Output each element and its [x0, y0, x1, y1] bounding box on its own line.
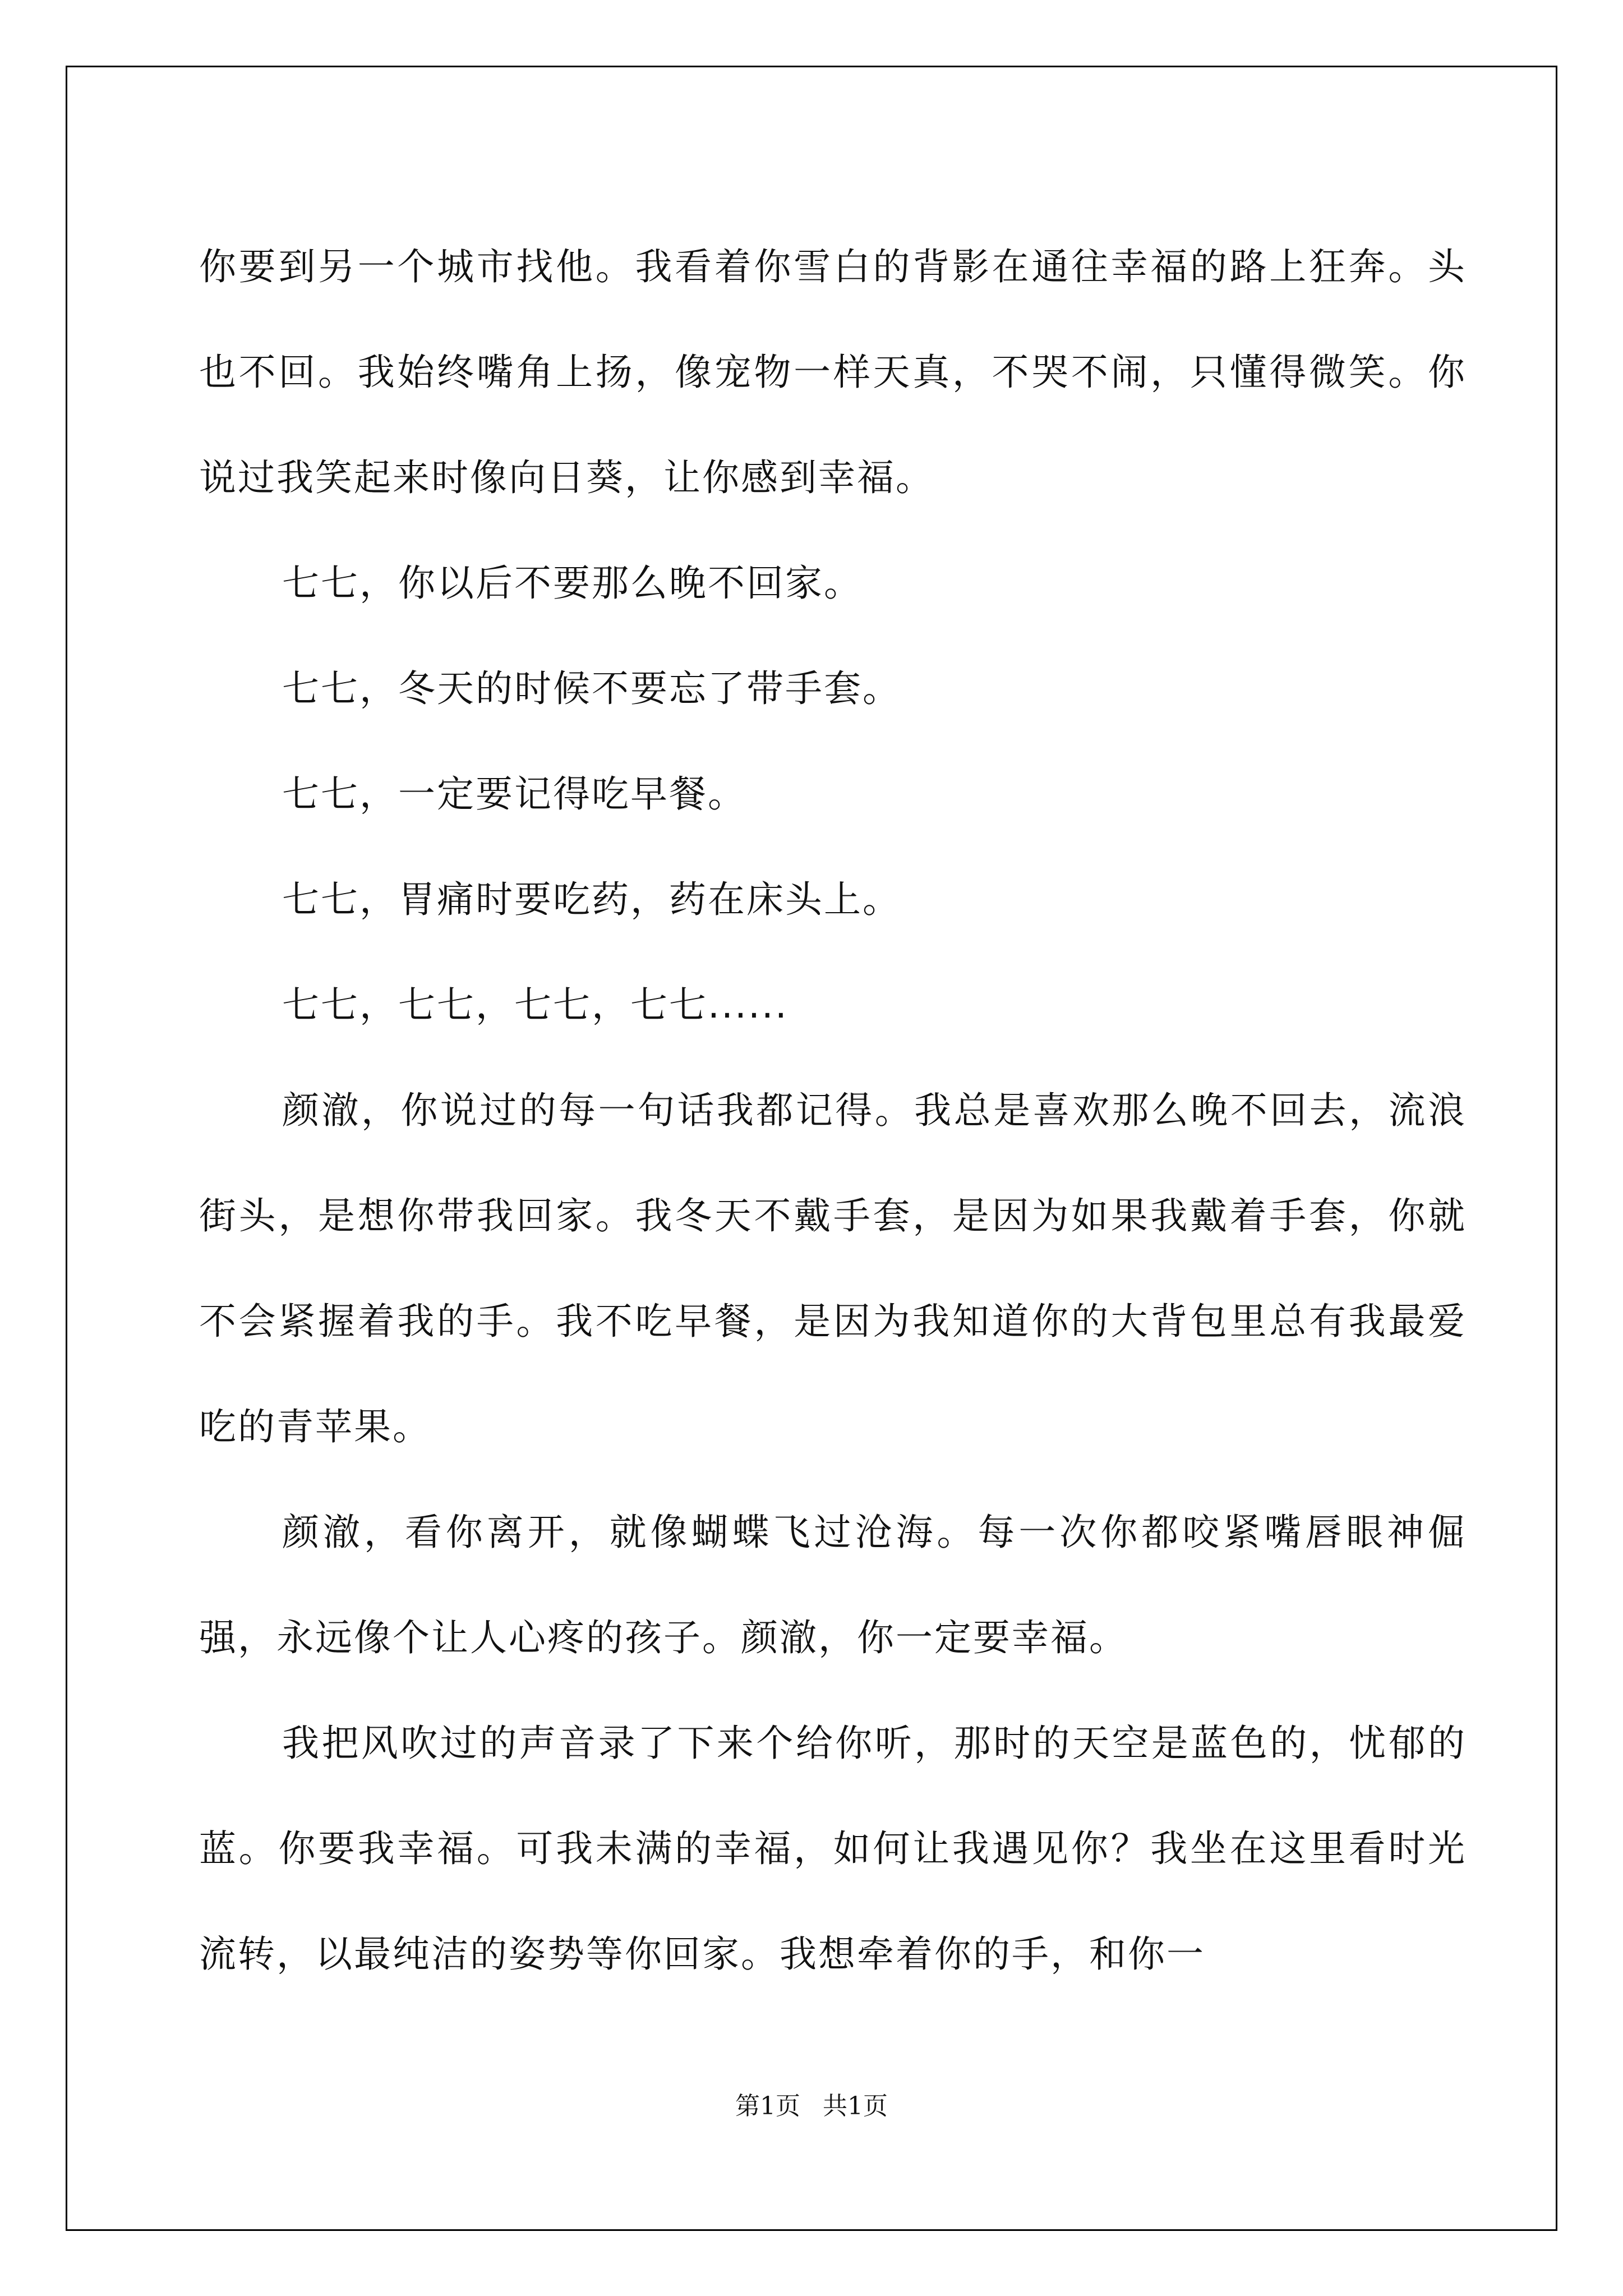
paragraph: 七七，一定要记得吃早餐。 [282, 772, 746, 816]
paragraph: 七七，胃痛时要吃药，药在床头上。 [282, 878, 901, 921]
paragraph: 七七，七七，七七，七七...... [282, 983, 789, 1027]
paragraph: 七七，你以后不要那么晚不回家。 [282, 562, 863, 605]
paragraph: 颜澈，看你离开，就像蝴蝶飞过沧海。每一次你都咬紧嘴唇眼神倔强，永远像个让人心疼的孩子。颜澈，你一定要幸福。 [199, 1511, 1467, 1659]
document-body [199, 214, 1467, 2007]
page-footer [0, 2086, 1623, 2122]
page-number: 第1页 [735, 2092, 800, 2120]
page-total: 共1页 [823, 2092, 888, 2120]
paragraph: 我把风吹过的声音录了下来个给你听，那时的天空是蓝色的，忧郁的蓝。你要我幸福。可我未满的幸福，如何让我遇见你？我坐在这里看时光流转，以最纯洁的姿势等你回家。我想牵着你的手，和你一 [199, 1722, 1467, 1976]
paragraph: 你要到另一个城市找他。我看着你雪白的背影在通往幸福的路上狂奔。头也不回。我始终嘴角上扬，像宠物一样天真，不哭不闹，只懂得微笑。你说过我笑起来时像向日葵，让你感到幸福。 [199, 245, 1467, 499]
paragraph: 颜澈，你说过的每一句话我都记得。我总是喜欢那么晚不回去，流浪街头，是想你带我回家。我冬天不戴手套，是因为如果我戴着手套，你就不会紧握着我的手。我不吃早餐，是因为我知道你的大背包里总有我最爱吃的青苹果。 [199, 1089, 1467, 1448]
paragraph: 七七，冬天的时候不要忘了带手套。 [282, 667, 901, 710]
